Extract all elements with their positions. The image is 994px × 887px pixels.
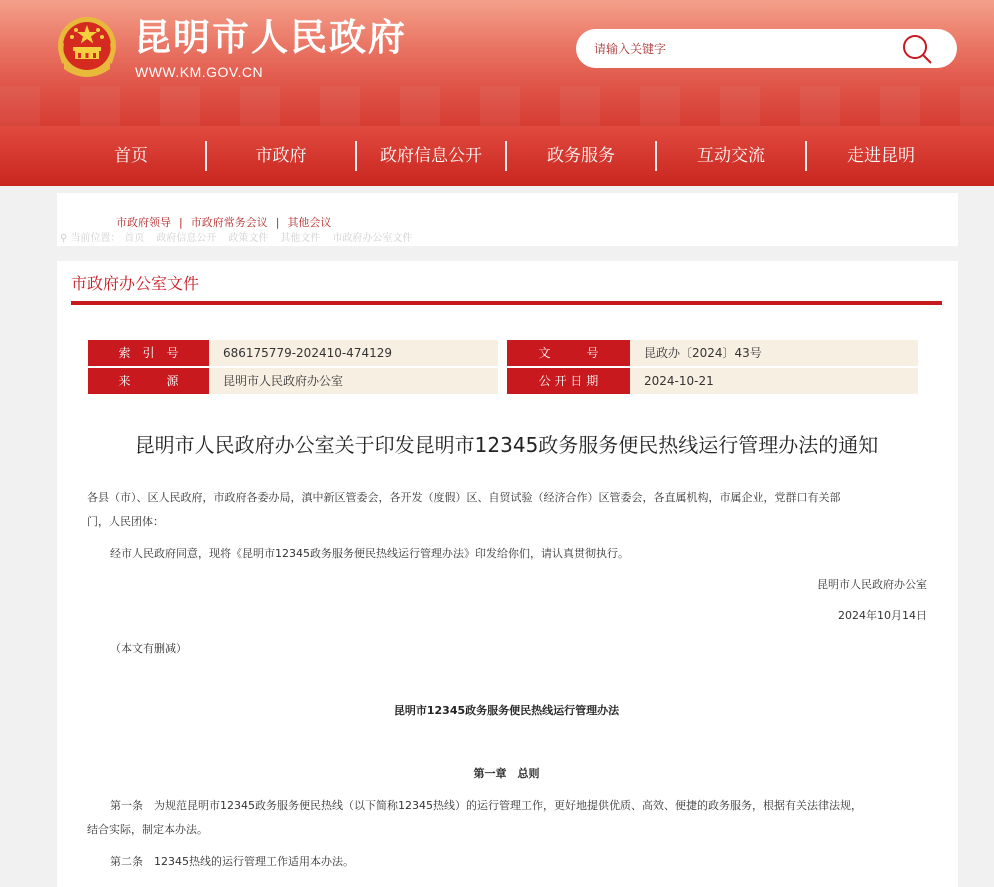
nav-home[interactable]: 首页 <box>114 146 148 166</box>
breadcrumb-other-files[interactable]: 其他文件 <box>280 233 321 244</box>
meta-index-label: 索 引 号 <box>88 340 209 366</box>
breadcrumb-label: 当前位置： <box>70 233 121 244</box>
meta-date-label: 公 开 日 期 <box>507 368 630 394</box>
addressee-line-2: 门，人民团体： <box>87 515 164 528</box>
document-body: 经市人民政府同意，现将《昆明市12345政务服务便民热线运行管理办法》印发给你们，请认真贯彻执行。 <box>110 547 629 560</box>
sub-nav-links <box>116 214 331 230</box>
breadcrumb-home[interactable]: 首页 <box>124 233 145 244</box>
sublink-city-leaders[interactable]: 市政府领导 <box>116 216 171 229</box>
article-1-line-2: 结合实际，制定本办法。 <box>87 823 208 836</box>
nav-government-services[interactable]: 政务服务 <box>547 146 615 166</box>
main-nav <box>0 126 994 186</box>
nav-info-disclosure[interactable]: 政府信息公开 <box>380 146 482 166</box>
issue-date: 2024年10月14日 <box>838 609 927 622</box>
meta-date-value: 2024-10-21 <box>630 368 918 394</box>
national-emblem-icon[interactable] <box>56 15 118 79</box>
meta-docno-label: 文 号 <box>507 340 630 366</box>
breadcrumb-policy-files[interactable]: 政策文件 <box>228 233 269 244</box>
section-divider <box>71 301 942 305</box>
sublink-executive-meetings[interactable]: 市政府常务会议 <box>190 216 268 229</box>
breadcrumb <box>60 229 424 244</box>
meta-source-value: 昆明市人民政府办公室 <box>209 368 498 394</box>
deletion-note: （本文有删减） <box>110 642 187 655</box>
document-title: 昆明市人民政府办公室关于印发昆明市12345政务服务便民热线运行管理办法的通知 <box>134 433 879 457</box>
article-2: 第二条 12345热线的运行管理工作适用本办法。 <box>110 855 354 868</box>
article-1-line-1: 第一条 为规范昆明市12345政务服务便民热线（以下简称12345热线）的运行管理工作，更好地提供优质、高效、便捷的政务服务，根据有关法律法规， <box>110 799 862 812</box>
nav-city-government[interactable]: 市政府 <box>255 146 307 166</box>
search-input[interactable] <box>594 29 894 68</box>
breadcrumb-office-files[interactable]: 市政府办公室文件 <box>332 233 413 244</box>
sublink-other-meetings[interactable]: 其他会议 <box>287 216 332 229</box>
site-url: WWW.KM.GOV.CN <box>135 64 264 80</box>
attachment-title: 昆明市12345政务服务便民热线运行管理办法 <box>393 704 620 717</box>
breadcrumb-info-disclosure[interactable]: 政府信息公开 <box>156 233 217 244</box>
header-pattern <box>0 86 994 126</box>
nav-interaction[interactable]: 互动交流 <box>697 146 765 166</box>
chapter-heading: 第一章 总则 <box>473 767 540 780</box>
addressee-line-1: 各县（市）、区人民政府，市政府各委办局，滇中新区管委会，各开发（度假）区、自贸试验（经济合作）区管委会，各直属机构，市属企业，党群口有关部 <box>87 491 841 504</box>
nav-about-kunming[interactable]: 走进昆明 <box>847 146 915 166</box>
site-title[interactable]: 昆明市人民政府 <box>134 16 407 59</box>
issuer: 昆明市人民政府办公室 <box>817 578 927 591</box>
sublink-divider: | <box>179 216 183 229</box>
location-pin-icon: ⚲ <box>60 233 68 244</box>
section-title: 市政府办公室文件 <box>71 274 200 293</box>
sublink-divider: | <box>275 216 280 229</box>
meta-index-value: 686175779-202410-474129 <box>209 340 498 366</box>
meta-source-label: 来 源 <box>88 368 209 394</box>
meta-docno-value: 昆政办〔2024〕43号 <box>630 340 918 366</box>
search-icon[interactable] <box>900 33 934 65</box>
